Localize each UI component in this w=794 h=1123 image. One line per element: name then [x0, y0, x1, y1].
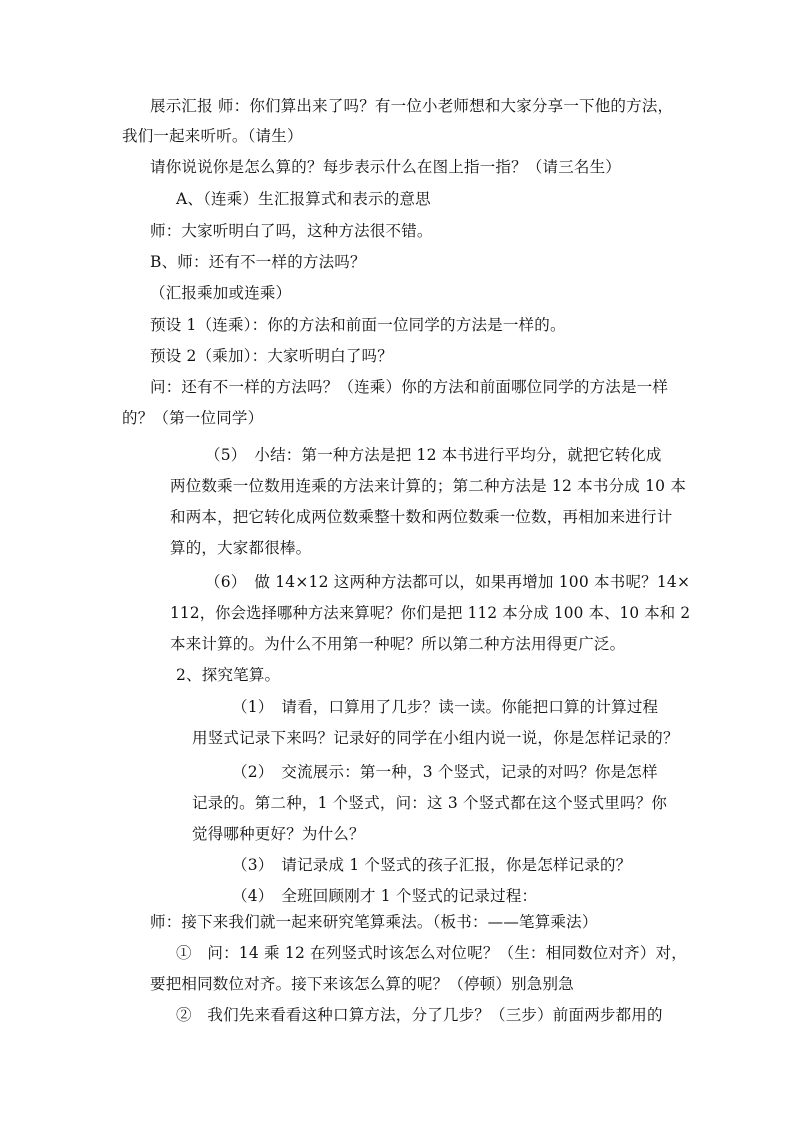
text-line: （汇报乘加或连乘）: [150, 284, 292, 302]
text-line: 觉得哪种更好？为什么？: [192, 825, 365, 843]
text-line: （1） 请看，口算用了几步？读一读。你能把口算的计算过程: [232, 698, 659, 716]
text-line: 师：大家听明白了吗，这种方法很不错。: [150, 222, 433, 240]
text-line: 两位数乘一位数用连乘的方法来计算的；第二种方法是 12 本书分成 10 本: [170, 477, 687, 495]
text-line: 算的，大家都很棒。: [170, 539, 312, 557]
text-line: A、（连乘）生汇报算式和表示的意思: [176, 190, 431, 208]
text-line: 记录的。第二种，1 个竖式，问：这 3 个竖式都在这个竖式里吗？你: [192, 794, 668, 812]
text-line: （3） 请记录成 1 个竖式的孩子汇报，你是怎样记录的？: [232, 856, 632, 874]
text-line: 的？（第一位同学）: [122, 409, 264, 427]
text-line: 本来计算的。为什么不用第一种呢？所以第二种方法用得更广泛。: [170, 635, 626, 653]
text-line: 预设 1（连乘）：你的方法和前面一位同学的方法是一样的。: [150, 316, 566, 334]
text-line: （2） 交流展示：第一种，3 个竖式，记录的对吗？你是怎样: [232, 763, 658, 781]
text-line: 用竖式记录下来吗？记录好的同学在小组内说一说，你是怎样记录的？: [192, 729, 679, 747]
text-line: ① 问：14 乘 12 在列竖式时该怎么对位呢？（生：相同数位对齐）对，: [176, 944, 687, 962]
text-line: ② 我们先来看看这种口算方法，分了几步？（三步）前面两步都用的: [176, 1006, 663, 1024]
text-line: 展示汇报 师：你们算出来了吗？有一位小老师想和大家分享一下他的方法，: [150, 97, 674, 115]
text-line: B、师：还有不一样的方法吗？: [150, 253, 366, 271]
text-line: 请你说说你是怎么算的？每步表示什么在图上指一指？（请三名生）: [150, 158, 622, 176]
text-line: 和两本，把它转化成两位数乘整十数和两位数乘一位数，再相加来进行计: [170, 508, 673, 526]
text-line: 112，你会选择哪种方法来算呢？你们是把 112 本分成 100 本、10 本和 2: [170, 604, 691, 622]
text-line: 2、探究笔算。: [176, 666, 281, 684]
text-line: （4） 全班回顾刚才 1 个竖式的记录过程：: [232, 887, 538, 905]
text-line: 师：接下来我们就一起来研究笔算乘法。（板书：——笔算乘法）: [150, 913, 598, 931]
text-line: （6） 做 14×12 这两种方法都可以，如果再增加 100 本书呢？14×: [205, 573, 691, 591]
text-line: （5） 小结：第一种方法是把 12 本书进行平均分，就把它转化成: [205, 446, 662, 464]
text-line: 问：还有不一样的方法吗？（连乘）你的方法和前面哪位同学的方法是一样: [150, 378, 669, 396]
text-line: 预设 2（乘加）：大家听明白了吗？: [150, 347, 393, 365]
text-line: 要把相同数位对齐。接下来该怎么算的呢？（停顿）别急别急: [150, 975, 574, 993]
text-line: 我们一起来听听。（请生）: [122, 127, 303, 145]
